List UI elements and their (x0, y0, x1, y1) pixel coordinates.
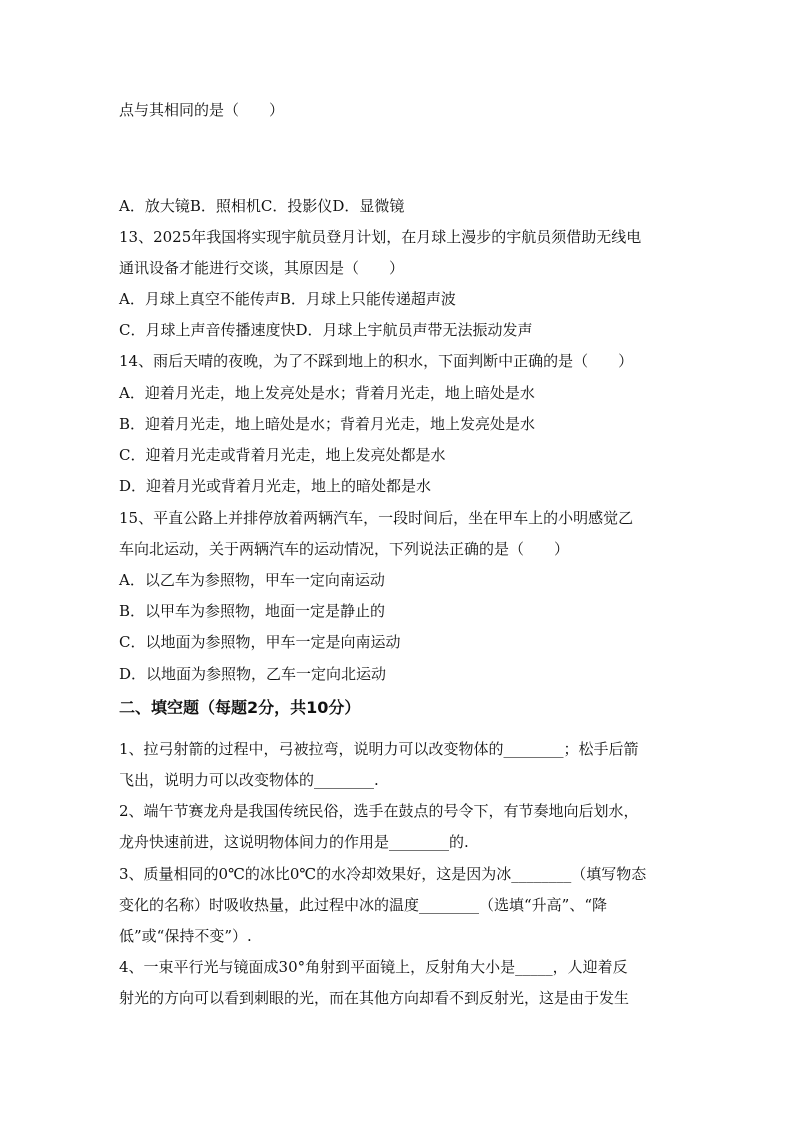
question-14-option-c: C．迎着月光走或背着月光走，地上发亮处都是水 (119, 446, 446, 464)
question-15-option-c: C．以地面为参照物，甲车一定是向南运动 (119, 633, 401, 651)
question-12-stem-continued: 点与其相同的是（ ） (119, 101, 285, 119)
fill-question-3-line-1: 3、质量相同的0℃的冰比0℃的水冷却效果好，这是因为冰________（填写物态 (119, 865, 647, 883)
fill-question-3-line-3: 低”或“保持不变”）. (119, 927, 252, 945)
fill-question-1-line-2: 飞出，说明力可以改变物体的________. (119, 771, 379, 789)
question-15-stem-line-1: 15、平直公路上并排停放着两辆汽车，一段时间后，坐在甲车上的小明感觉乙 (119, 509, 634, 527)
fill-question-2-line-1: 2、端午节赛龙舟是我国传统民俗，选手在鼓点的号令下，有节奏地向后划水， (119, 802, 639, 820)
question-13-options-cd: C．月球上声音传播速度快D．月球上宇航员声带无法振动发声 (119, 321, 533, 339)
fill-question-3-line-2: 变化的名称）时吸收热量，此过程中冰的温度________（选填“升高”、“降 (119, 896, 608, 914)
question-15-option-b: B．以甲车为参照物，地面一定是静止的 (119, 602, 386, 620)
question-15-option-a: A．以乙车为参照物，甲车一定向南运动 (119, 571, 385, 589)
fill-question-4-line-1: 4、一束平行光与镜面成30°角射到平面镜上，反射角大小是_____，人迎着反 (119, 958, 628, 976)
question-13-stem-line-1: 13、2025年我国将实现宇航员登月计划，在月球上漫步的宇航员须借助无线电 (119, 228, 642, 246)
question-14-stem: 14、雨后天晴的夜晚，为了不踩到地上的积水，下面判断中正确的是（ ） (119, 352, 634, 370)
question-13-options-ab: A．月球上真空不能传声B．月球上只能传递超声波 (119, 290, 456, 308)
fill-question-1-line-1: 1、拉弓射箭的过程中，弓被拉弯，说明力可以改变物体的________；松手后箭 (119, 740, 639, 758)
question-14-option-b: B．迎着月光走，地上暗处是水；背着月光走，地上发亮处是水 (119, 415, 536, 433)
section-title-fill-in: 二、填空题（每题2分，共10分） (119, 698, 361, 717)
fill-question-2-line-2: 龙舟快速前进，这说明物体间力的作用是________的. (119, 833, 469, 851)
question-13-stem-line-2: 通讯设备才能进行交谈，其原因是（ ） (119, 259, 405, 277)
question-15-stem-line-2: 车向北运动，关于两辆汽车的运动情况，下列说法正确的是（ ） (119, 540, 570, 558)
question-14-option-d: D．迎着月光或背着月光走，地上的暗处都是水 (119, 477, 432, 495)
question-14-option-a: A．迎着月光走，地上发亮处是水；背着月光走，地上暗处是水 (119, 384, 535, 402)
question-12-options: A．放大镜B．照相机C．投影仪D．显微镜 (119, 197, 405, 215)
fill-question-4-line-2: 射光的方向可以看到刺眼的光，而在其他方向却看不到反射光，这是由于发生 (119, 989, 630, 1007)
question-15-option-d: D．以地面为参照物，乙车一定向北运动 (119, 665, 387, 683)
